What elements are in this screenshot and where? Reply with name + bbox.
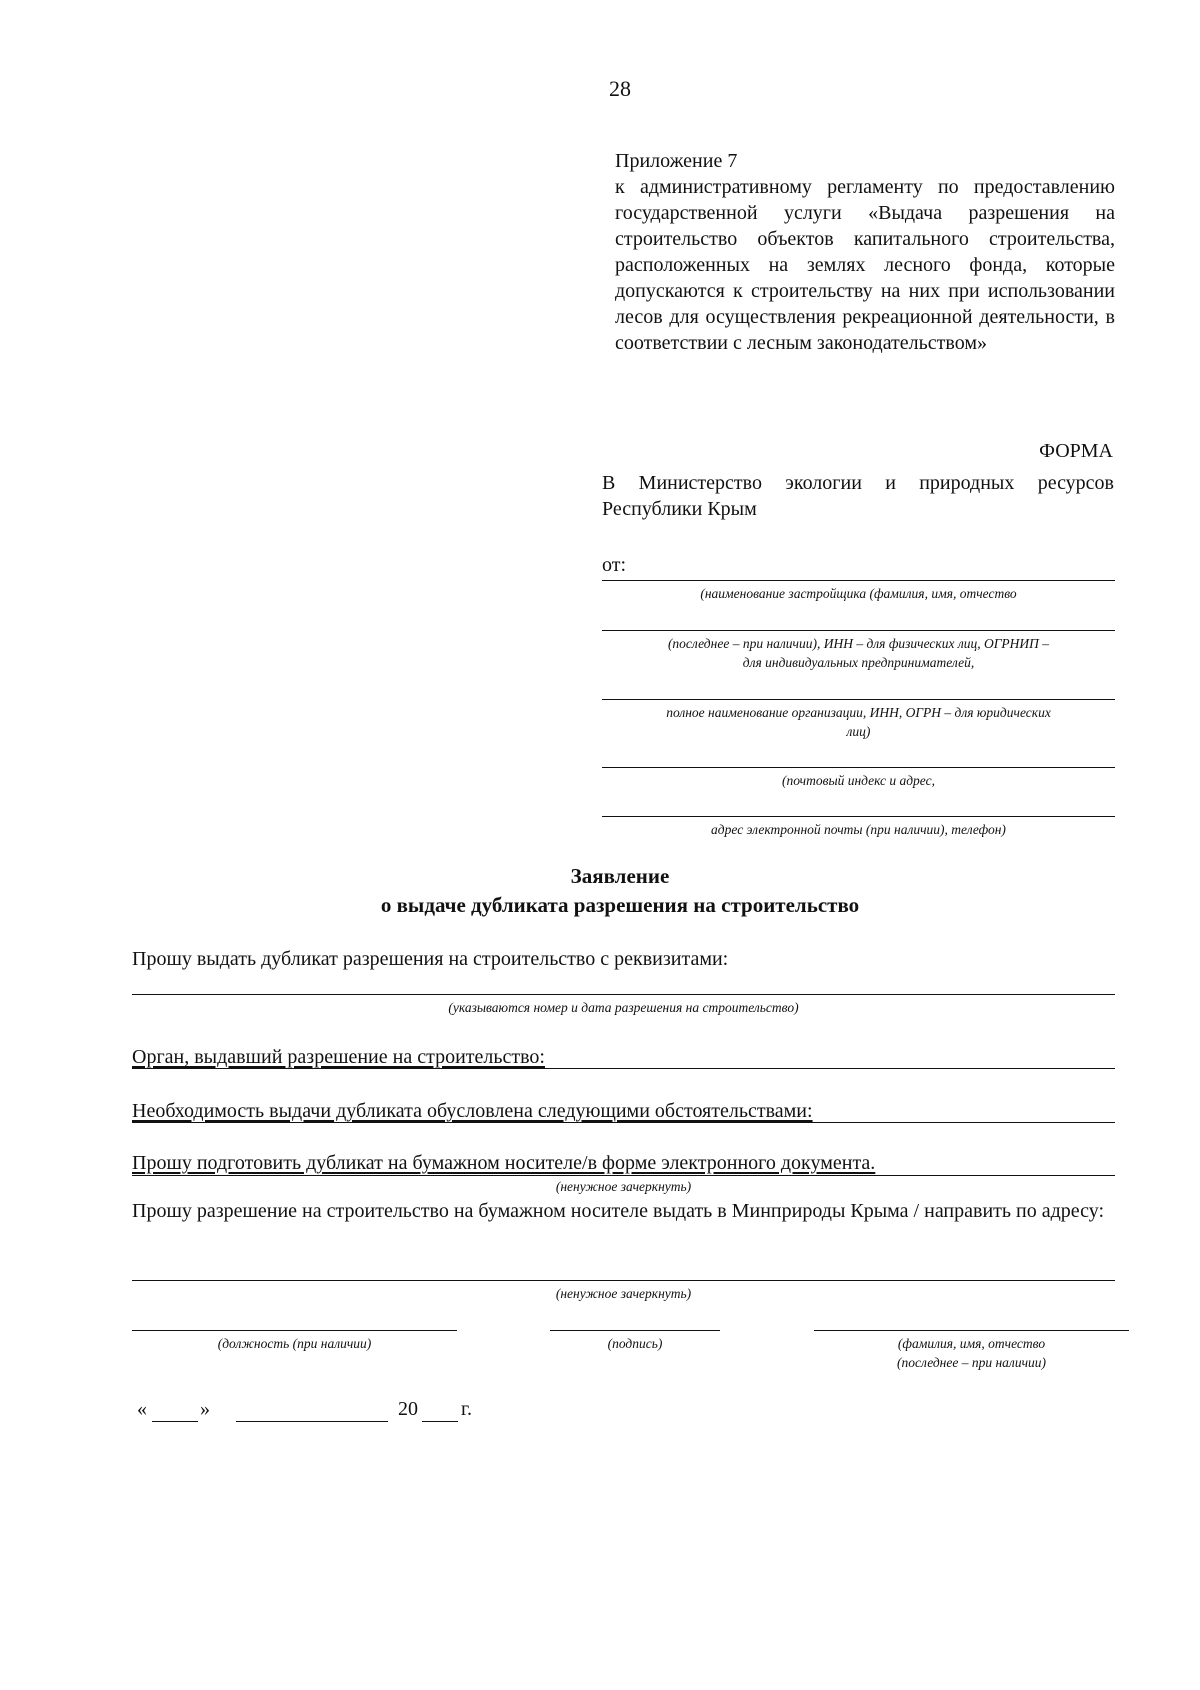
date-month-line[interactable]: [236, 1421, 388, 1422]
prepare-line[interactable]: [132, 1175, 1115, 1176]
authority-text: Орган, выдавший разрешение на строительство:: [132, 1046, 545, 1068]
date-open-quote: «: [137, 1398, 147, 1420]
date-year-line[interactable]: [422, 1421, 458, 1422]
applicant-line-3[interactable]: [602, 699, 1115, 700]
date-close-quote: »: [200, 1398, 210, 1420]
statement-subtitle: о выдаче дубликата разрешения на строительство: [380, 893, 860, 917]
applicant-line-1[interactable]: [602, 580, 1115, 581]
strike-caption-2: (ненужное зачеркнуть): [555, 1286, 692, 1301]
applicant-line-5[interactable]: [602, 816, 1115, 817]
request-text: Прошу выдать дубликат разрешения на строительство с реквизитами:: [132, 948, 729, 970]
deliver-text: Прошу разрешение на строительство на бумажном носителе выдать в Минприроды Крыма / направить по адресу:: [132, 1200, 1105, 1222]
strike-caption-1: (ненужное зачеркнуть): [555, 1179, 692, 1194]
appendix-block: [615, 148, 1115, 356]
full-name-caption-a: (фамилия, имя, отчество: [897, 1336, 1046, 1351]
from-label: от:: [602, 554, 627, 576]
applicant-caption-2b: для индивидуальных предпринимателей,: [742, 655, 975, 670]
necessity-line[interactable]: [132, 1122, 1115, 1123]
applicant-line-2[interactable]: [602, 630, 1115, 631]
date-year-suffix: г.: [461, 1398, 472, 1420]
appendix-text: к административному регламенту по предоставлению государственной услуги «Выдача разрешения на строительство объектов капитального строительства, расположенных на землях лесного фонда, которые допускаются к строительству на них при использовании лесов для осуществления рекреационной деятельности, в соответствии с лесным законодательством»: [615, 176, 1115, 354]
appendix-title: Приложение 7: [615, 150, 738, 172]
date-year-prefix: 20: [398, 1398, 418, 1420]
applicant-caption-3a: полное наименование организации, ИНН, ОГРН – для юридических: [666, 705, 1051, 720]
form-label: ФОРМА: [1039, 440, 1113, 462]
authority-line[interactable]: [132, 1068, 1115, 1069]
applicant-caption-1: (наименование застройщика (фамилия, имя, отчество: [700, 586, 1017, 601]
page-number: 28: [609, 76, 631, 101]
request-caption: (указываются номер и дата разрешения на строительство): [448, 1000, 799, 1015]
addressee: В Министерство экологии и природных ресурсов Республики Крым: [602, 472, 1114, 520]
applicant-line-4[interactable]: [602, 767, 1115, 768]
position-caption: (должность (при наличии): [217, 1336, 372, 1351]
applicant-caption-4: (почтовый индекс и адрес,: [782, 773, 935, 788]
applicant-caption-3b: лиц): [846, 724, 871, 739]
applicant-caption-5: адрес электронной почты (при наличии), телефон): [711, 822, 1006, 837]
full-name-caption-b: (последнее – при наличии): [896, 1355, 1047, 1370]
applicant-caption-2a: (последнее – при наличии), ИНН – для физических лиц, ОГРНИП –: [667, 636, 1050, 651]
prepare-text: Прошу подготовить дубликат на бумажном носителе/в форме электронного документа.: [132, 1152, 876, 1174]
necessity-text: Необходимость выдачи дубликата обусловлена следующими обстоятельствами:: [132, 1100, 813, 1122]
signature-line[interactable]: [550, 1330, 720, 1331]
signature-caption: (подпись): [607, 1336, 663, 1351]
position-line[interactable]: [132, 1330, 457, 1331]
statement-title: Заявление: [570, 864, 670, 888]
full-name-line[interactable]: [814, 1330, 1129, 1331]
date-day-line[interactable]: [152, 1421, 198, 1422]
deliver-line[interactable]: [132, 1280, 1115, 1281]
request-line[interactable]: [132, 994, 1115, 995]
